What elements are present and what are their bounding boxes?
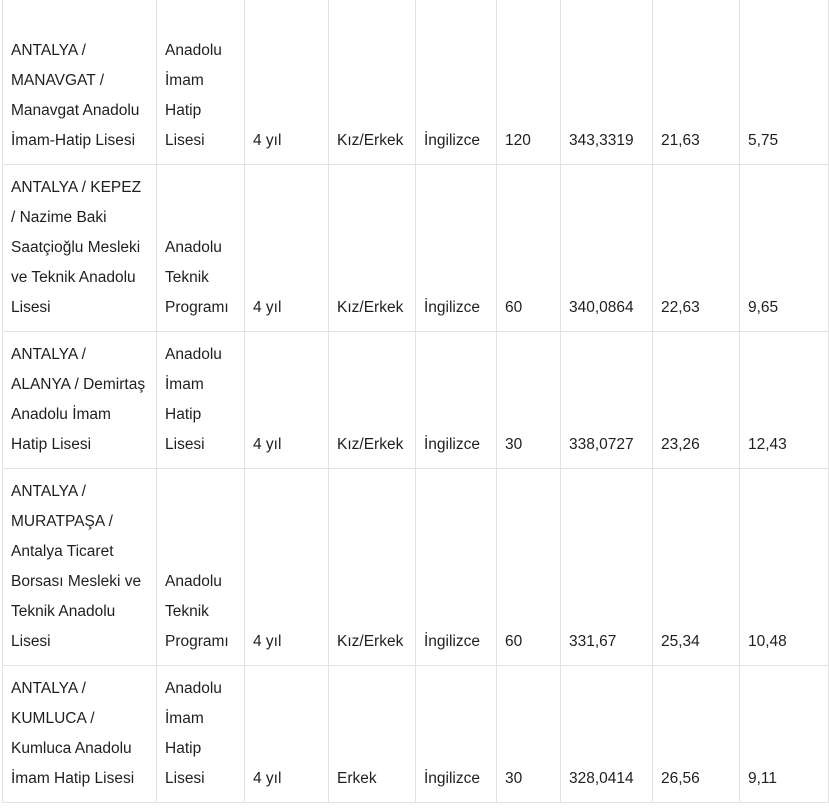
language-cell: İngilizce xyxy=(416,666,497,803)
last-value-cell: 12,43 xyxy=(740,332,829,469)
duration-cell: 4 yıl xyxy=(245,332,329,469)
school-table xyxy=(2,0,829,803)
quota-cell: 60 xyxy=(497,165,561,332)
program-type-cell: Anadolu Teknik Programı xyxy=(157,165,245,332)
duration-cell: 4 yıl xyxy=(245,165,329,332)
school-name-cell: ANTALYA / KEPEZ / Nazime Baki Saatçioğlu Mesleki ve Teknik Anadolu Lisesi xyxy=(3,165,157,332)
language-cell: İngilizce xyxy=(416,332,497,469)
last-value-cell: 10,48 xyxy=(740,469,829,666)
percentile-cell: 22,63 xyxy=(653,165,740,332)
last-value-cell: 5,75 xyxy=(740,0,829,165)
language-cell: İngilizce xyxy=(416,165,497,332)
percentile-cell: 21,63 xyxy=(653,0,740,165)
duration-cell: 4 yıl xyxy=(245,666,329,803)
school-name-cell: ANTALYA / ALANYA / Demirtaş Anadolu İmam Hatip Lisesi xyxy=(3,332,157,469)
score-cell: 343,3319 xyxy=(561,0,653,165)
table-row xyxy=(3,332,829,469)
quota-cell: 120 xyxy=(497,0,561,165)
percentile-cell: 23,26 xyxy=(653,332,740,469)
gender-cell: Kız/Erkek xyxy=(329,332,416,469)
last-value-cell: 9,11 xyxy=(740,666,829,803)
language-cell: İngilizce xyxy=(416,469,497,666)
score-cell: 338,0727 xyxy=(561,332,653,469)
table-row xyxy=(3,469,829,666)
program-type-cell: Anadolu İmam Hatip Lisesi xyxy=(157,0,245,165)
score-cell: 340,0864 xyxy=(561,165,653,332)
program-type-cell: Anadolu Teknik Programı xyxy=(157,469,245,666)
gender-cell: Kız/Erkek xyxy=(329,0,416,165)
score-cell: 328,0414 xyxy=(561,666,653,803)
duration-cell: 4 yıl xyxy=(245,0,329,165)
score-cell: 331,67 xyxy=(561,469,653,666)
language-cell: İngilizce xyxy=(416,0,497,165)
school-name-cell: ANTALYA / MURATPAŞA / Antalya Ticaret Borsası Mesleki ve Teknik Anadolu Lisesi xyxy=(3,469,157,666)
percentile-cell: 26,56 xyxy=(653,666,740,803)
gender-cell: Erkek xyxy=(329,666,416,803)
gender-cell: Kız/Erkek xyxy=(329,469,416,666)
program-type-cell: Anadolu İmam Hatip Lisesi xyxy=(157,332,245,469)
quota-cell: 30 xyxy=(497,332,561,469)
table-row xyxy=(3,666,829,803)
table-row xyxy=(3,165,829,332)
duration-cell: 4 yıl xyxy=(245,469,329,666)
school-name-cell: ANTALYA / MANAVGAT / Manavgat Anadolu İmam-Hatip Lisesi xyxy=(3,0,157,165)
quota-cell: 60 xyxy=(497,469,561,666)
percentile-cell: 25,34 xyxy=(653,469,740,666)
program-type-cell: Anadolu İmam Hatip Lisesi xyxy=(157,666,245,803)
table-row xyxy=(3,0,829,165)
quota-cell: 30 xyxy=(497,666,561,803)
school-name-cell: ANTALYA / KUMLUCA / Kumluca Anadolu İmam Hatip Lisesi xyxy=(3,666,157,803)
last-value-cell: 9,65 xyxy=(740,165,829,332)
gender-cell: Kız/Erkek xyxy=(329,165,416,332)
